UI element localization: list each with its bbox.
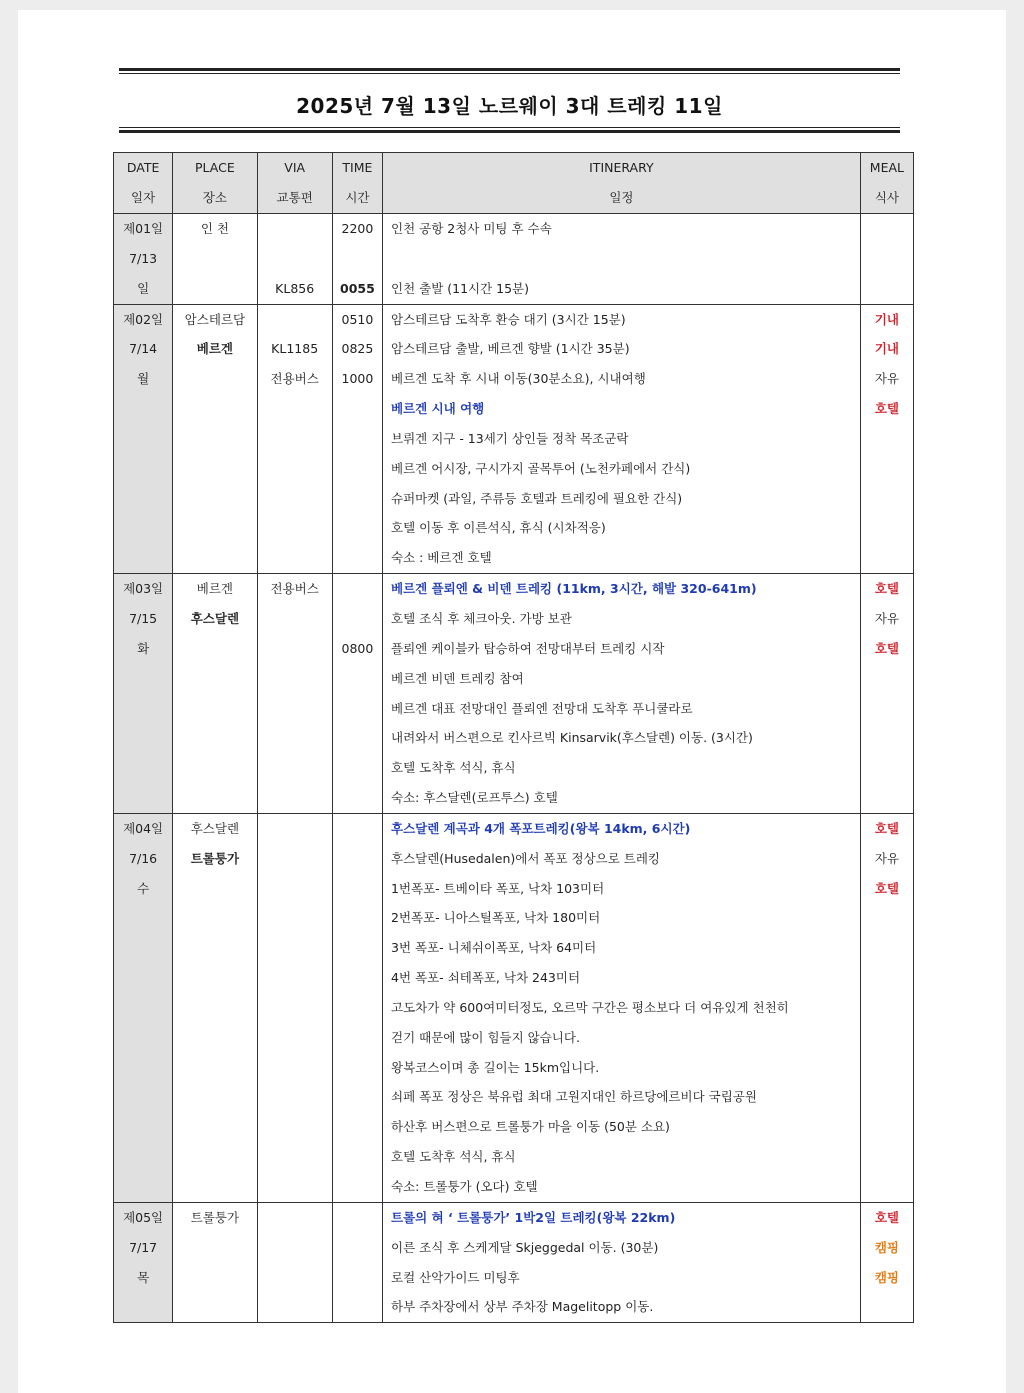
date-line: 화 (114, 634, 172, 664)
via-cell (257, 574, 332, 814)
meal-cell (860, 304, 913, 574)
meal-cell (860, 214, 913, 305)
itinerary-line: 플뢰엔 케이블카 탑승하여 전망대부터 트레킹 시작 (391, 640, 665, 656)
via-line: KL856 (275, 280, 315, 296)
date-line: 일 (114, 274, 172, 304)
itinerary-cell (383, 574, 861, 814)
meal-line: 자유 (874, 850, 899, 866)
meal-line (861, 244, 913, 274)
itinerary-line: 숙소: 후스달렌(로프투스) 호텔 (391, 790, 558, 806)
time-line (333, 1263, 382, 1293)
place-line: 인 천 (200, 221, 229, 236)
meal-line: 기내 (874, 311, 899, 327)
itinerary-line: 베르겐 비덴 트레킹 참여 (391, 670, 524, 686)
title-bottom-rule (119, 130, 900, 133)
meal-cell (860, 1202, 913, 1322)
via-line (258, 604, 332, 634)
date-line: 7/13 (114, 244, 172, 274)
time-line (333, 844, 382, 874)
itinerary-line: 쇠페 폭포 정상은 북유럽 최대 고원지대인 하르당에르비다 국립공원 (391, 1089, 757, 1105)
itinerary-line: 하산후 버스편으로 트롤퉁가 마을 이동 (50분 소요) (391, 1119, 670, 1135)
itinerary-line: 인천 공항 2청사 미팅 후 수속 (391, 221, 552, 236)
date-cell (114, 574, 173, 814)
date-cell (114, 304, 173, 574)
meal-line: 호텔 (874, 820, 899, 836)
itinerary-line: 걷기 때문에 많이 힘들지 않습니다. (391, 1029, 580, 1045)
itinerary-line: 후스달렌 계곡과 4개 폭포트레킹(왕복 14km, 6시간) (391, 820, 691, 836)
itinerary-line: 로컬 산악가이드 미팅후 (391, 1269, 520, 1285)
day-row (114, 1202, 914, 1322)
place-line: 후스달렌 (190, 610, 240, 626)
itinerary-line: 내려와서 버스편으로 킨사르빅 Kinsarvik(후스달렌) 이동. (3시간) (391, 730, 753, 746)
header-date: DATE 일자 (114, 153, 173, 214)
itinerary-line: 이른 조식 후 스케게달 Skjeggedal 이동. (30분) (391, 1239, 659, 1255)
place-cell (173, 1202, 257, 1322)
time-cell (332, 813, 382, 1202)
time-line (333, 874, 382, 904)
place-cell (173, 574, 257, 814)
itinerary-line: 베르겐 시내 여행 (391, 401, 485, 417)
date-line: 제03일 (114, 574, 172, 604)
place-line: 베르겐 (196, 341, 233, 357)
via-line (258, 1203, 332, 1233)
via-line (258, 244, 332, 274)
via-line (258, 1263, 332, 1293)
day-row (114, 813, 914, 1202)
meal-line: 캠핑 (874, 1239, 899, 1255)
via-line (258, 634, 332, 664)
place-line (173, 634, 256, 664)
itinerary-line: 호텔 이동 후 이른석식, 휴식 (시차적응) (391, 520, 606, 536)
via-line (258, 305, 332, 335)
via-line (258, 814, 332, 844)
place-line (173, 274, 256, 304)
time-line: 2200 (341, 221, 374, 236)
itinerary-line: 2번폭포- 니아스틸폭포, 낙차 180미터 (391, 910, 601, 926)
meal-line: 호텔 (874, 1209, 899, 1225)
itinerary-line: 베르겐 도착 후 시내 이동(30분소요), 시내여행 (391, 371, 646, 387)
place-cell (173, 304, 257, 574)
via-line (258, 874, 332, 904)
time-line (333, 1203, 382, 1233)
header-time: TIME 시간 (332, 153, 382, 214)
meal-line (861, 274, 913, 304)
header-via: VIA 교통편 (257, 153, 332, 214)
itinerary-cell (383, 304, 861, 574)
itinerary-cell (383, 1202, 861, 1322)
itinerary-line: 베르겐 플뢰엔 & 비덴 트레킹 (11km, 3시간, 해발 320-641m) (391, 581, 757, 597)
itinerary-line: 호텔 조식 후 체크아웃. 가방 보관 (391, 610, 572, 626)
meal-line: 호텔 (874, 581, 899, 597)
date-line: 7/16 (114, 844, 172, 874)
document-page (18, 10, 1006, 1393)
date-line: 목 (114, 1263, 172, 1293)
place-line: 베르겐 (196, 581, 233, 597)
place-line: 후스달렌 (190, 820, 240, 836)
via-line (258, 1233, 332, 1263)
itinerary-line (383, 244, 860, 274)
page-title: 2025년 7월 13일 노르웨이 3대 트레킹 11일 (296, 94, 723, 118)
place-line (173, 874, 256, 904)
time-cell (332, 304, 382, 574)
itinerary-line: 베르겐 어시장, 구시가지 골목투어 (노천카페에서 간식) (391, 460, 691, 476)
header-place: PLACE 장소 (173, 153, 257, 214)
time-line: 0825 (341, 341, 374, 357)
itinerary-line: 암스테르담 도착후 환승 대기 (3시간 15분) (391, 311, 626, 327)
time-line: 0800 (341, 640, 374, 656)
via-line: 전용버스 (270, 371, 319, 387)
via-line (258, 214, 332, 244)
place-cell (173, 813, 257, 1202)
itinerary-cell (383, 813, 861, 1202)
meal-line: 자유 (874, 371, 899, 387)
time-line (333, 574, 382, 604)
time-cell (332, 1202, 382, 1322)
itinerary-line: 트롤의 혀 ‘ 트롤퉁가’ 1박2일 트레킹(왕복 22km) (391, 1209, 676, 1225)
itinerary-table (113, 152, 914, 1323)
meal-cell (860, 813, 913, 1202)
header-itinerary: ITINERARY 일정 (383, 153, 861, 214)
meal-line (861, 214, 913, 244)
date-line: 7/17 (114, 1233, 172, 1263)
day-row (114, 574, 914, 814)
place-cell (173, 214, 257, 305)
place-line (173, 244, 256, 274)
time-line: 0510 (341, 311, 374, 327)
day-row (114, 214, 914, 305)
title-top-rule-thin (119, 73, 900, 74)
itinerary-line: 숙소: 트롤퉁가 (오다) 호텔 (391, 1179, 538, 1194)
header-meal: MEAL 식사 (860, 153, 913, 214)
via-line (258, 844, 332, 874)
via-cell (257, 304, 332, 574)
itinerary-line: 3번 폭포- 니체쉬이폭포, 낙차 64미터 (391, 940, 597, 956)
time-line: 0055 (340, 280, 375, 296)
itinerary-line: 인천 출발 (11시간 15분) (391, 280, 530, 296)
itinerary-line: 4번 폭포- 쇠테폭포, 낙차 243미터 (391, 970, 581, 986)
date-line: 7/14 (114, 334, 172, 364)
via-cell (257, 214, 332, 305)
itinerary-line: 호텔 도착후 석식, 휴식 (391, 1149, 516, 1165)
date-cell (114, 1202, 173, 1322)
itinerary-line: 암스테르담 출발, 베르겐 향발 (1시간 35분) (391, 341, 630, 357)
via-line: 전용버스 (270, 581, 319, 597)
itinerary-line: 숙소 : 베르겐 호텔 (391, 550, 492, 566)
time-line (333, 604, 382, 634)
date-line: 수 (114, 874, 172, 904)
itinerary-line: 1번폭포- 트베이타 폭포, 낙차 103미터 (391, 880, 605, 896)
table-header-row (114, 153, 914, 214)
itinerary-line: 후스달렌(Husedalen)에서 폭포 정상으로 트레킹 (391, 850, 661, 866)
meal-line: 호텔 (874, 401, 899, 417)
place-line: 트롤퉁가 (190, 850, 240, 866)
title-top-rule (119, 68, 900, 71)
date-cell (114, 214, 173, 305)
meal-line: 호텔 (874, 640, 899, 656)
place-line (173, 364, 256, 394)
via-cell (257, 813, 332, 1202)
place-line (173, 1263, 256, 1293)
date-line: 7/15 (114, 604, 172, 634)
date-line: 제04일 (114, 814, 172, 844)
itinerary-line: 고도차가 약 600여미터정도, 오르막 구간은 평소보다 더 여유있게 천천히 (391, 999, 789, 1015)
itinerary-line: 호텔 도착후 석식, 휴식 (391, 760, 516, 776)
time-line (333, 814, 382, 844)
itinerary-line: 슈퍼마켓 (과일, 주류등 호텔과 트레킹에 필요한 간식) (391, 490, 683, 506)
meal-line: 기내 (874, 341, 899, 357)
place-line (173, 1233, 256, 1263)
time-cell (332, 574, 382, 814)
itinerary-line: 왕복코스이며 총 길이는 15km입니다. (391, 1059, 600, 1075)
date-cell (114, 813, 173, 1202)
date-line: 월 (114, 364, 172, 394)
date-line: 제01일 (114, 214, 172, 244)
meal-line: 호텔 (874, 880, 899, 896)
date-line: 제02일 (114, 305, 172, 335)
place-line: 트롤퉁가 (190, 1209, 240, 1225)
itinerary-line: 하부 주차장에서 상부 주차장 Magelitopp 이동. (391, 1299, 654, 1315)
via-cell (257, 1202, 332, 1322)
itinerary-line: 브뤼겐 지구 - 13세기 상인들 정착 목조군락 (391, 430, 629, 446)
itinerary-cell (383, 214, 861, 305)
time-cell (332, 214, 382, 305)
itinerary-line: 베르겐 대표 전망대인 플뢰엔 전망대 도착후 푸니쿨라로 (391, 700, 693, 716)
via-line: KL1185 (271, 341, 319, 357)
title-bottom-rule-thin (119, 127, 900, 128)
date-line: 제05일 (114, 1203, 172, 1233)
time-line (333, 244, 382, 274)
meal-line: 자유 (874, 610, 899, 626)
meal-cell (860, 574, 913, 814)
place-line: 암스테르담 (184, 311, 246, 327)
day-row (114, 304, 914, 574)
meal-line: 캠핑 (874, 1269, 899, 1285)
time-line (333, 1233, 382, 1263)
time-line: 1000 (341, 371, 374, 387)
